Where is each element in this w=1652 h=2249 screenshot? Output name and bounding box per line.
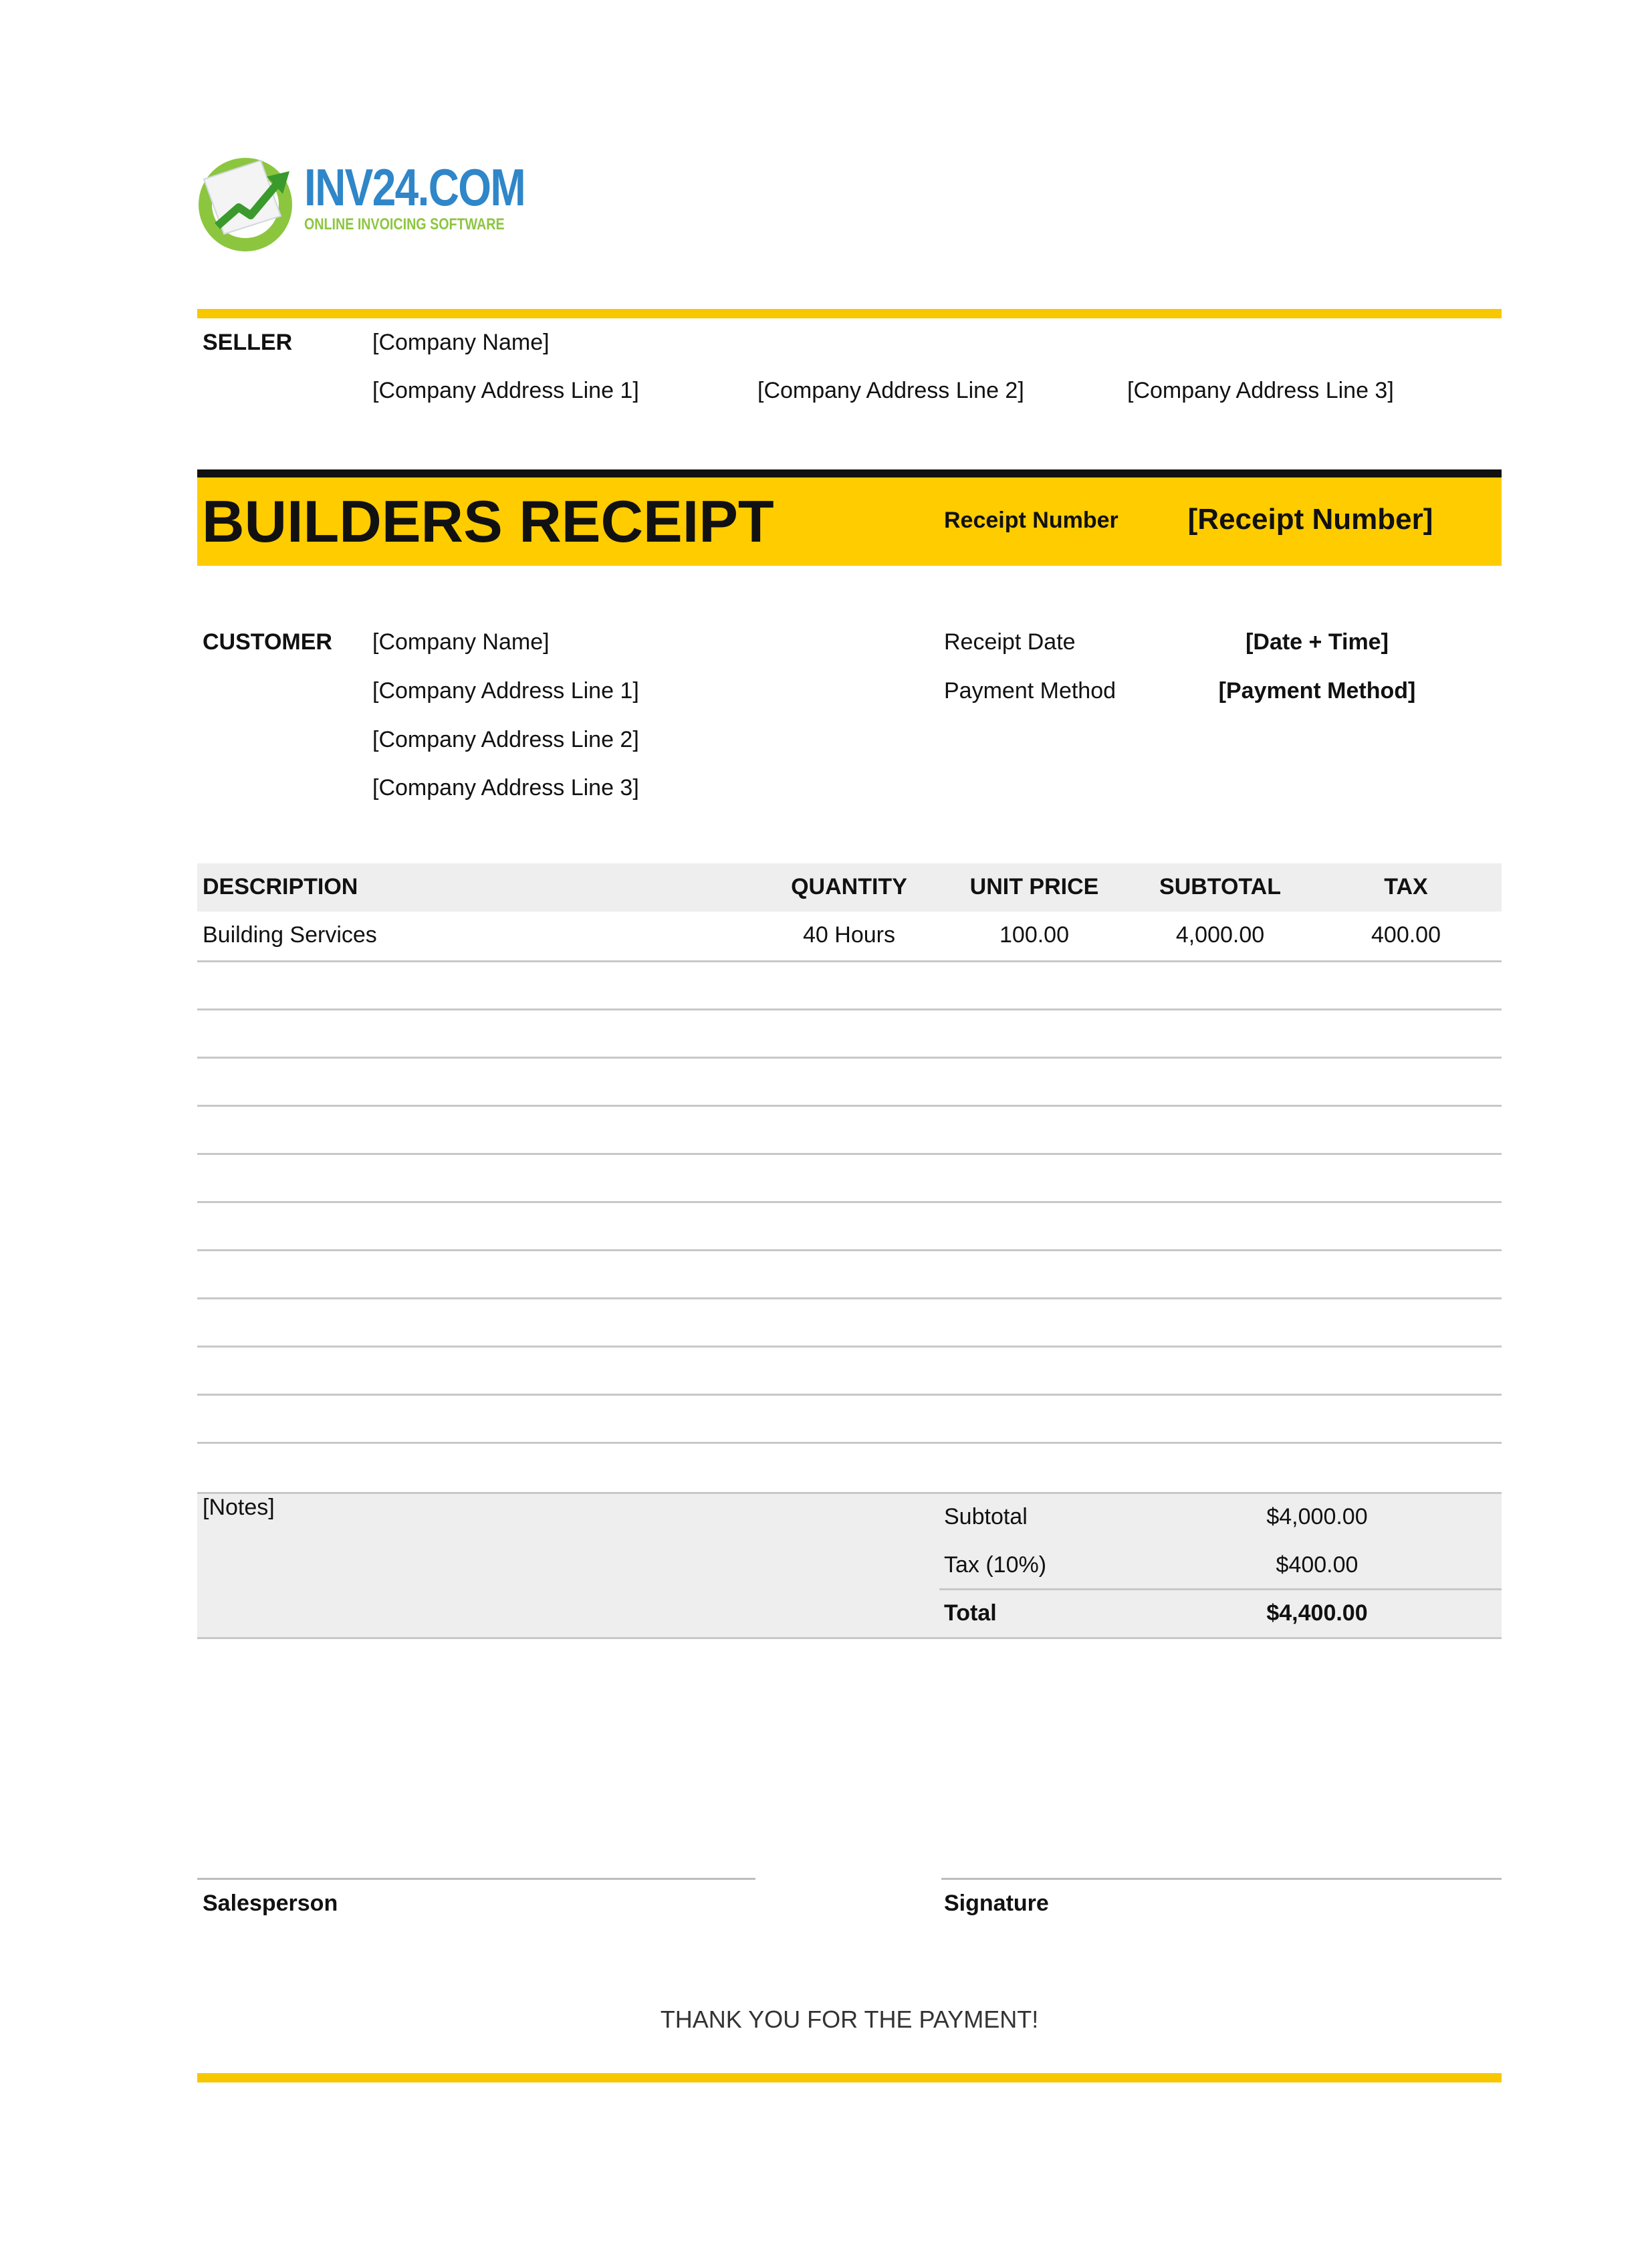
payment-method-value: [Payment Method]	[1218, 678, 1416, 704]
row-tax: 400.00	[1371, 922, 1441, 948]
column-header-tax: TAX	[1384, 874, 1428, 899]
receipt-date-value: [Date + Time]	[1246, 629, 1389, 655]
customer-address-line-2: [Company Address Line 2]	[372, 727, 639, 752]
payment-method-label: Payment Method	[944, 678, 1116, 704]
receipt-number-label: Receipt Number	[944, 508, 1118, 533]
customer-company-name: [Company Name]	[372, 629, 550, 655]
logo	[197, 152, 525, 253]
row-divider	[197, 1057, 1502, 1059]
top-accent-bar	[197, 309, 1502, 318]
row-divider	[197, 1008, 1502, 1010]
row-subtotal: 4,000.00	[1175, 922, 1265, 948]
row-divider	[197, 1346, 1502, 1348]
customer-address-line-1: [Company Address Line 1]	[372, 678, 639, 704]
salesperson-label: Salesperson	[203, 1891, 338, 1916]
row-divider	[197, 1249, 1502, 1251]
row-quantity: 40 Hours	[803, 922, 895, 948]
signature-line	[941, 1878, 1502, 1880]
row-divider	[197, 1442, 1502, 1444]
page-title: BUILDERS RECEIPT	[202, 488, 774, 554]
seller-address-line-3: [Company Address Line 3]	[1127, 378, 1394, 403]
seller-address-line-2: [Company Address Line 2]	[757, 378, 1024, 403]
notes-text: [Notes]	[203, 1495, 275, 1520]
row-unit-price: 100.00	[999, 922, 1069, 948]
subtotal-label: Subtotal	[944, 1504, 1028, 1529]
row-divider	[197, 960, 1502, 962]
row-divider	[197, 1201, 1502, 1203]
notes-bottom-rule	[197, 1637, 1502, 1639]
salesperson-line	[197, 1878, 755, 1880]
title-band-border	[197, 469, 1502, 477]
column-header-subtotal: SUBTOTAL	[1159, 874, 1281, 899]
customer-label: CUSTOMER	[203, 629, 332, 655]
notes-top-rule	[197, 1492, 1502, 1494]
receipt-date-label: Receipt Date	[944, 629, 1076, 655]
tax-label: Tax (10%)	[944, 1552, 1047, 1578]
seller-company-name: [Company Name]	[372, 330, 550, 355]
tax-value: $400.00	[1276, 1552, 1359, 1578]
logo-tagline: ONLINE INVOICING SOFTWARE	[304, 215, 505, 233]
thank-you-message: THANK YOU FOR THE PAYMENT!	[660, 2006, 1039, 2033]
column-header-unit-price: UNIT PRICE	[969, 874, 1099, 899]
row-divider	[197, 1105, 1502, 1107]
subtotal-value: $4,000.00	[1266, 1504, 1368, 1529]
row-divider	[197, 1297, 1502, 1299]
column-header-description: DESCRIPTION	[203, 874, 358, 899]
column-header-quantity: QUANTITY	[791, 874, 907, 899]
seller-address-line-1: [Company Address Line 1]	[372, 378, 639, 403]
signature-label: Signature	[944, 1891, 1049, 1916]
total-label: Total	[944, 1600, 997, 1626]
receipt-number-value: [Receipt Number]	[1187, 503, 1433, 536]
customer-address-line-3: [Company Address Line 3]	[372, 775, 639, 800]
row-description: Building Services	[203, 922, 377, 948]
total-value: $4,400.00	[1266, 1600, 1368, 1626]
bottom-accent-bar	[197, 2073, 1502, 2082]
logo-mark-icon	[197, 152, 298, 253]
total-divider	[939, 1588, 1502, 1590]
seller-label: SELLER	[203, 330, 293, 355]
row-divider	[197, 1153, 1502, 1155]
row-divider	[197, 1394, 1502, 1396]
logo-brand: INV24.COM	[304, 158, 525, 217]
